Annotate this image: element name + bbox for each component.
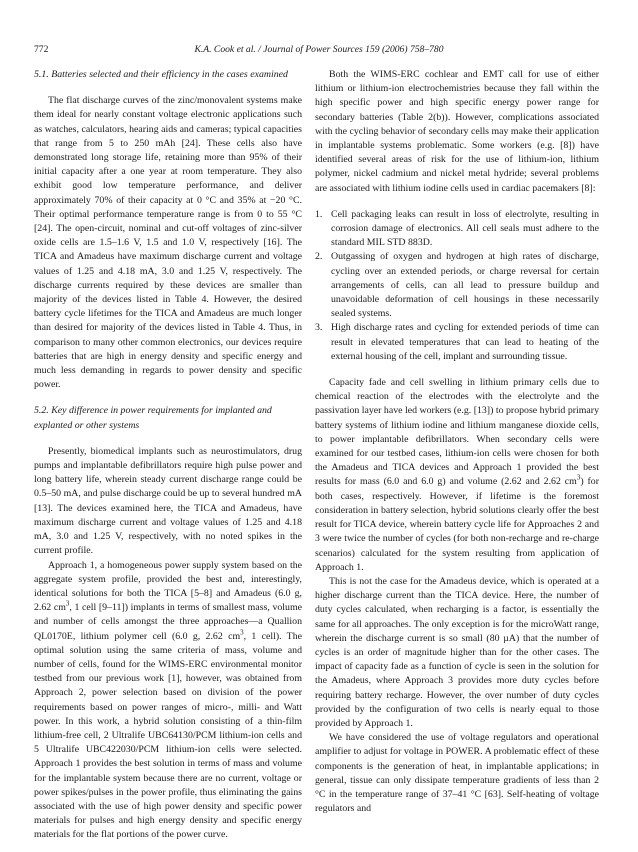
- paragraph: We have considered the use of voltage regulators and operational amplifier to adjust for voltage in POWER. A problematic effect of these components is the generation of heat, in implantable applications; in general, tissue can only dissipate temperature gradients of less than 2 °C in the temperature range of 37–41 °C [63]. Self-heating of voltage regulators and: [315, 732, 599, 815]
- paragraph: This is not the case for the Amadeus device, which is operated at a higher discharge current than the TICA device. Here, the number of duty cycles calculated, when recharging is a factor, is essentially the same for all approaches. The only exception is for the microWatt range, wherein the discharge current is so small (80 µA) that the number of cycles is an order of magnitude higher than for the other cases. The impact of capacity fade as a function of cycle is seen in the solution for the Amadeus, where Approach 3 provides more duty cycles before requiring battery recharge. However, the over number of duty cycles provided by the configuration of two cells is nearly equal to those provided by Approach 1.: [315, 575, 599, 729]
- page-number: 772: [34, 44, 49, 55]
- list-item: 2. Outgassing of oxygen and hydrogen at high rates of discharge, cycling over an extended periods, or charge reversal for certain arrangements of cells, can all lead to pressure buildup and unavoidable deformation of cell housings in these necessarily sealed systems.: [315, 251, 599, 320]
- paragraph: Approach 1, a homogeneous power supply system based on the aggregate system profile, provided the best and, interestingly, identical solutions for both the TICA [5–8] and Amadeus (6.0 g, 2.62 $cm^3$, 1 cell [9–11]) implants in terms of smallest mass, volume and number of cells amongst the three approaches—a Quallion QL0170E, lithium polymer cell (6.0 g, 2.62 $cm^3$, 1 cell). The optimal solution using the same criteria of mass, volume and number of cells, found for the WIMS-ERC environmental monitor testbed from our previous work [1], however, was obtained from Approach 2, power selection based on division of the power requirements based on power ranges of micro-, milli- and Watt power. In this work, a hybrid solution consisting of a thin-film lithium-free cell, 2 Ultralife UBC64130/PCM lithium-ion cells and 5 Ultralife UBC422030/PCM lithium-ion cells were selected. Approach 1 provides the best solution in terms of mass and volume for the implantable system because there are no current, voltage or power spikes/pulses in the power profile, thus eliminating the gains associated with the use of high power density and specific power materials for pulses and high energy density and specific energy materials for the flat portions of the power curve.: [34, 559, 302, 841]
- section-5-1-title: 5.1. Batteries selected and their efficiency in the cases examined: [34, 69, 288, 80]
- right-column: [315, 68, 599, 816]
- paragraph: Both the WIMS-ERC cochlear and EMT call for use of either lithium or lithium-ion electrochemistries because they fall within the high specific power and high specific energy power range for secondary batteries (Table 2(b)). However, complications associated with the cycling behavior of secondary cells may make their application in implantable systems problematic. Some workers (e.g. [8]) have identified several areas of risk for the use of lithium-ion, lithium polymer, nickel cadmium and nickel metal hydride; several problems are associated with lithium iodine cells used in cardiac pacemakers [8]:: [315, 69, 599, 194]
- journal-citation: K.A. Cook et al. / Journal of Power Sources 159 (2006) 758–780: [194, 44, 444, 55]
- running-header: [34, 44, 604, 58]
- paragraph: The flat discharge curves of the zinc/monovalent systems make them ideal for nearly constant voltage electronic applications such as watches, calculators, hearing aids and cameras; typical capacities that range from 5 to 250 mAh [24]. These cells also have demonstrated long storage life, retaining more than 95% of their initial capacity after a one year at room temperature. They also exhibit good low temperature performance, and deliver approximately 70% of their capacity at 0 °C and 35% at −20 °C. Their optimal performance temperature range is from 0 to 55 °C [24]. The open-circuit, nominal and cut-off voltages of zinc-silver oxide cells are 1.5–1.6 V, 1.5 and 1.0 V, respectively [16]. The TICA and Amadeus have maximum discharge current and voltage values of 1.25 and 4.18 mA, 3.0 and 1.25 V, respectively. The discharge currents required by these devices are smaller than majority of the devices listed in Table 4. However, the desired battery cycle lifetimes for the TICA and Amadeus are much longer than desired for majority of the devices listed in Table 4. Thus, in comparison to many other common electronics, our devices require batteries that are high in energy density and specific energy and much less demanding in regards to power density and specific power.: [34, 95, 302, 391]
- left-column: [34, 68, 302, 843]
- paragraph: Capacity fade and cell swelling in lithium primary cells due to chemical reaction of the electrodes with the electrolyte and the passivation layer have led workers (e.g. [13]) to propose hybrid primary battery systems of lithium iodine and lithium manganese dioxide cells, to power implantable defibrillators. When secondary cells were examined for our testbed cases, lithium-ion cells were chosen for both the Amadeus and TICA devices and Approach 1 provided the best results for mass (6.0 and 6.0 g) and volume (2.62 and 2.62 $cm^3$) for both cases, respectively. However, if lifetime is the foremost consideration in battery selection, hybrid solutions clearly offer the best result for TICA device, wherein battery cycle life for Approaches 2 and 3 were twice the number of cycles (for both non-recharge and re-charge scenarios) calculated for the system resulting from application of Approach 1.: [315, 377, 599, 573]
- risk-list: [315, 208, 599, 364]
- list-item: 1. Cell packaging leaks can result in loss of electrolyte, resulting in corrosion damage of electronics. All cell seals must adhere to the standard MIL STD 883D.: [315, 208, 599, 249]
- list-item: 3. High discharge rates and cycling for extended periods of time can result in elevated temperatures that can lead to heating of the external housing of the cell, implant and surrounding tissue.: [315, 322, 599, 362]
- section-5-2-title: 5.2. Key difference in power requirements for implanted and explanted or other systems: [34, 405, 272, 431]
- paragraph: Presently, biomedical implants such as neurostimulators, drug pumps and implantable defibrillators require high pulse power and long battery life, wherein steady current discharge range could be 0.5–50 mA, and pulse discharge could be up to several hundred mA [13]. The devices examined here, the TICA and Amadeus, have maximum discharge current and voltage values of 1.25 and 4.18 mA, 3.0 and 1.25 V, respectively, with no noted spikes in the current profile.: [34, 445, 302, 557]
